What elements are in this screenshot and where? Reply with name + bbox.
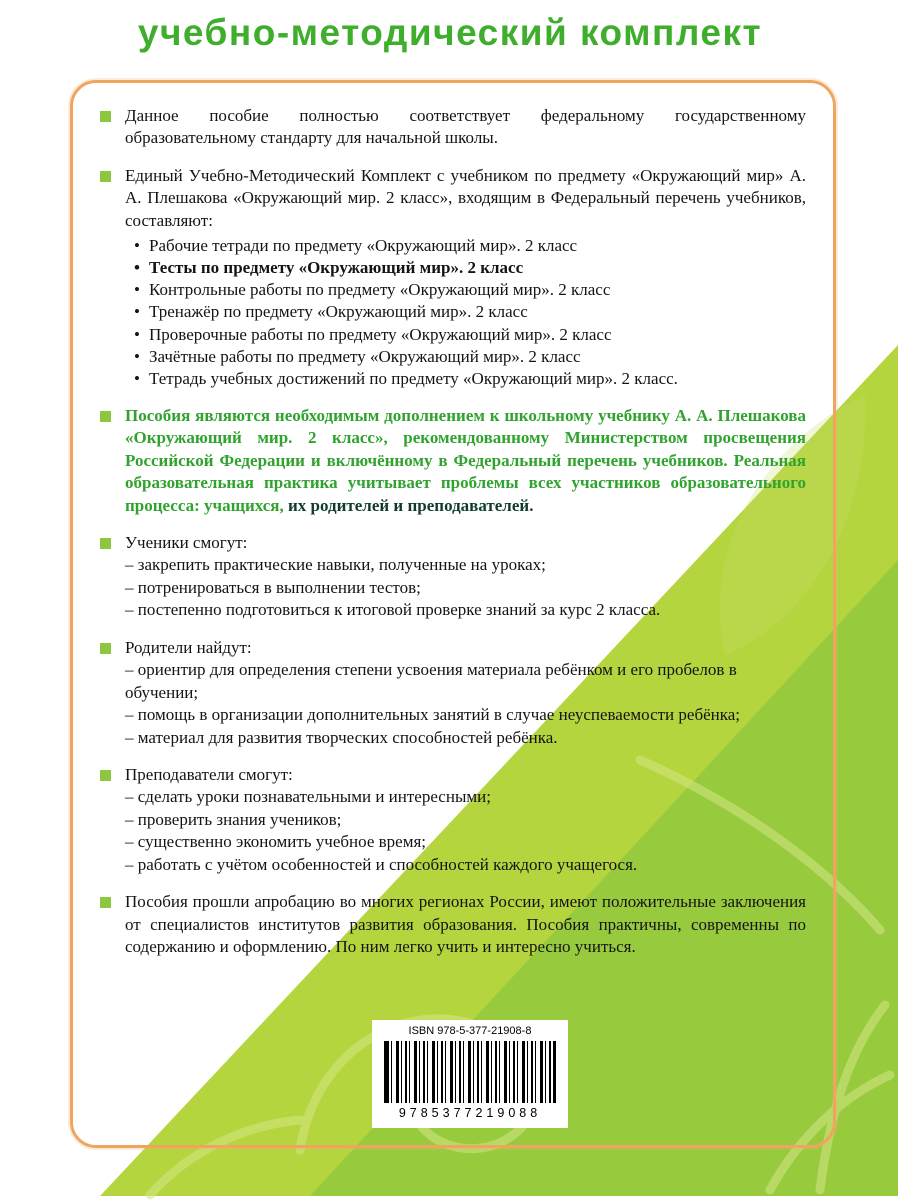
pupils-heading: Ученики смогут: [125, 533, 248, 553]
list-item: • Тренажёр по предмету «Окружающий мир». 2 класс [125, 301, 806, 323]
barcode-block [372, 1020, 568, 1128]
list-item: • Зачётные работы по предмету «Окружающий мир». 2 класс [125, 346, 806, 368]
list-item: • Тетрадь учебных достижений по предмету «Окружающий мир». 2 класс. [125, 368, 806, 390]
bullet-square-icon [100, 770, 111, 781]
page-title: учебно-методический комплект [137, 12, 763, 53]
section-approbation [100, 891, 806, 958]
barcode-image [384, 1041, 556, 1103]
bullet-square-icon [100, 411, 111, 422]
recommendation-text [125, 405, 806, 517]
teachers-line: – существенно экономить учебное время; [125, 832, 426, 852]
standard-note-text: Данное пособие полностью соответствует федеральному государственному образовательному стандарту для начальной школы. [125, 106, 806, 148]
list-item: • Контрольные работы по предмету «Окружающий мир». 2 класс [125, 279, 806, 301]
pupils-line: – закрепить практические навыки, полученные на уроках; [125, 555, 546, 575]
umk-items-list [125, 235, 806, 390]
list-item-highlighted: • Тесты по предмету «Окружающий мир». 2 класс [125, 257, 806, 279]
umk-intro-text: Единый Учебно-Методический Комплект с учебником по предмету «Окружающий мир» А. А. Плешакова «Окружающий мир. 2 класс», входящим в Федеральный перечень учебников, составляют: [125, 165, 806, 230]
recommendation-green-part: Пособия являются необходимым дополнением к школьному учебнику А. А. Плешакова «Окружающий мир. 2 класс», рекомендованному Министерством просвещения Российской Федерации и включённому в Федеральный перечень учебников. Реальная образовательная практика учитывает проблемы всех участников образовательного процесса: учащихся, [125, 405, 806, 515]
barcode-number: 9785377219088 [398, 1106, 542, 1120]
section-pupils [100, 532, 806, 622]
parents-heading: Родители найдут: [125, 637, 252, 657]
teachers-heading: Преподаватели смогут: [125, 764, 293, 784]
bullet-square-icon [100, 538, 111, 549]
pupils-line: – постепенно подготовиться к итоговой проверке знаний за курс 2 класса. [125, 600, 661, 620]
recommendation-dark-part: их родителей и преподавателей. [283, 495, 534, 515]
list-item: • Проверочные работы по предмету «Окружающий мир». 2 класс [125, 324, 806, 346]
section-teachers [100, 764, 806, 876]
pupils-line: – потренироваться в выполнении тестов; [125, 577, 421, 597]
parents-line: – ориентир для определения степени усвоения материала ребёнком и его пробелов в обучении; [125, 660, 737, 702]
bullet-square-icon [100, 643, 111, 654]
section-standard-note [100, 105, 806, 150]
parents-line: – помощь в организации дополнительных занятий в случае неуспеваемости ребёнка; [125, 705, 741, 725]
parents-line: – материал для развития творческих способностей ребёнка. [125, 727, 558, 747]
teachers-line: – работать с учётом особенностей и способностей каждого учащегося. [125, 854, 638, 874]
bullet-square-icon [100, 897, 111, 908]
list-item: • Рабочие тетради по предмету «Окружающий мир». 2 класс [125, 235, 806, 257]
section-recommendation [100, 405, 806, 517]
section-umk-list [100, 165, 806, 390]
teachers-line: – проверить знания учеников; [125, 809, 342, 829]
bullet-square-icon [100, 111, 111, 122]
card-content [100, 105, 806, 973]
isbn-label: ISBN 978-5-377-21908-8 [408, 1025, 532, 1037]
approbation-text: Пособия прошли апробацию во многих регионах России, имеют положительные заключения от специалистов институтов развития образования. Пособия практичны, современны по содержанию и оформлению. По ним легко учить и интересно учиться. [125, 892, 806, 957]
teachers-line: – сделать уроки познавательными и интересными; [125, 787, 491, 807]
section-parents [100, 637, 806, 749]
content-card [70, 80, 836, 1148]
bullet-square-icon [100, 171, 111, 182]
